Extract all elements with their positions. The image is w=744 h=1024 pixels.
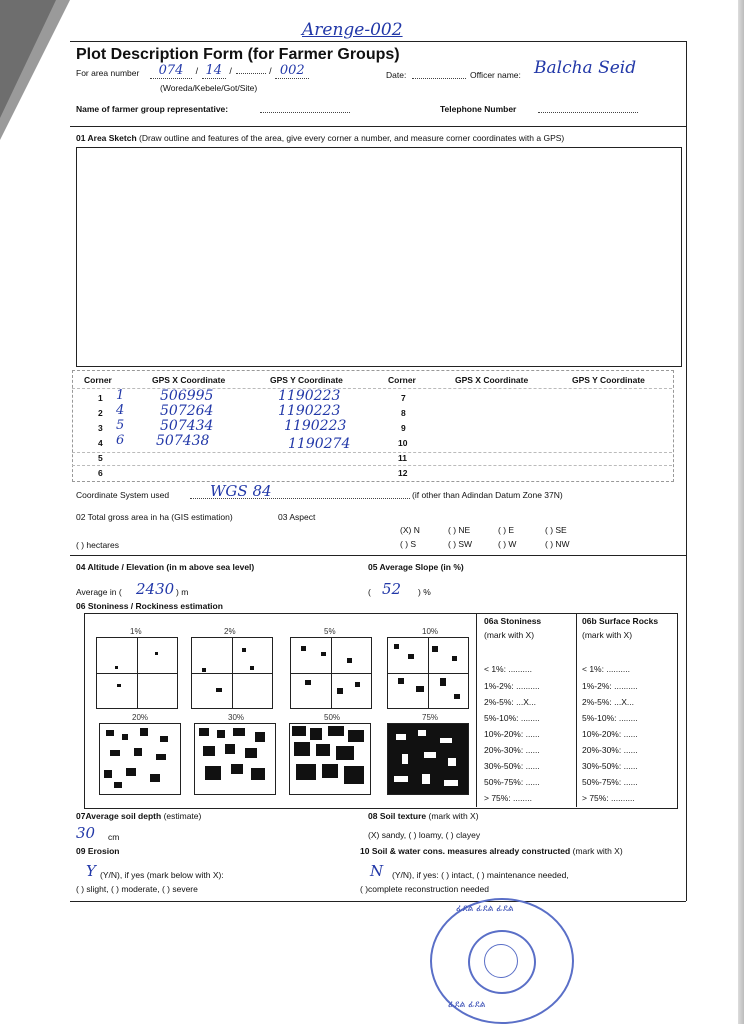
gps-corner-value[interactable]: 1 [116,388,125,403]
stoniness-a-option[interactable]: > 75%: ........ [484,793,532,803]
gps-row-rule [72,452,672,453]
section-rule [70,126,686,127]
gps-corner-value[interactable]: 4 [116,403,125,418]
section-rule [70,555,686,556]
stoniness-b-option[interactable]: < 1%: .......... [582,664,630,674]
gps-header-x: GPS X Coordinate [152,375,226,385]
tile-label: 1% [130,627,142,636]
gps-x-value[interactable]: 507264 [160,403,214,419]
section02-label: 02 Total gross area in ha (GIS estimation) [76,512,233,522]
gps-row-number: 3 [98,423,103,433]
gps-row-number-right: 8 [401,408,406,418]
bottom-rule [70,901,686,902]
stoniness-b-option[interactable]: 50%-75%: ...... [582,777,638,787]
gps-corner-value[interactable]: 6 [116,433,125,448]
gps-y-value[interactable]: 1190223 [284,418,347,434]
soil-texture-options[interactable]: (X) sandy, ( ) loamy, ( ) clayey [368,830,481,840]
area-code-caption: (Woreda/Kebele/Got/Site) [160,83,258,93]
aspect-option-s[interactable]: ( ) S [400,539,417,549]
aspect-option-w[interactable]: ( ) W [498,539,517,549]
gps-row-number: 5 [98,453,103,463]
area-sketch-box[interactable] [76,147,682,367]
gps-x-value[interactable]: 506995 [160,388,214,404]
stoniness-tile-75pct [387,723,469,795]
gps-header-y-2: GPS Y Coordinate [572,375,645,385]
coord-system-value[interactable]: WGS 84 [210,482,272,500]
stamp-lettering: ፊደል ፊደል [448,1000,486,1010]
gps-row-number: 4 [98,438,103,448]
section10-note: (mark with X) [572,846,623,856]
soil-depth-unit: cm [108,832,120,842]
gps-corner-value[interactable]: 5 [116,418,125,433]
stoniness-b-option[interactable]: > 75%: .......... [582,793,635,803]
soil-depth-value[interactable]: 30 [76,824,96,842]
gps-row-number-right: 9 [401,423,406,433]
representative-label: Name of farmer group representative: [76,104,229,114]
section01-instruction: (Draw outline and features of the area, give every corner a number, and measure corner coordinates with a GPS) [139,133,565,143]
aspect-option-n[interactable]: (X) N [400,525,420,535]
tile-label: 10% [422,627,439,636]
hectares-field[interactable]: ( ) hectares [76,540,119,550]
top-rule [70,41,686,42]
gps-row-number-right: 12 [398,468,408,478]
stoniness-a-option[interactable]: 5%-10%: ........ [484,713,540,723]
officer-value[interactable]: Balcha Seid [534,58,637,78]
section06-label: 06 Stoniness / Rockiness estimation [76,601,223,611]
stoniness-tile-2pct [191,637,273,709]
gps-y-value[interactable]: 1190274 [288,436,351,452]
officer-label: Officer name: [470,70,521,80]
erosion-answer[interactable]: Y [86,862,96,880]
stoniness-a-option[interactable]: < 1%: .......... [484,664,532,674]
aspect-option-sw[interactable]: ( ) SW [448,539,473,549]
gps-x-value[interactable]: 507438 [156,433,210,449]
stoniness-tile-10pct [387,637,469,709]
coord-system-note: (if other than Adindan Datum Zone 37N) [412,490,563,500]
stoniness-b-option[interactable]: 10%-20%: ...... [582,729,638,739]
stoniness-b-heading: 06b Surface Rocks [582,616,659,626]
stoniness-tile-50pct [289,723,371,795]
gps-header-y: GPS Y Coordinate [270,375,343,385]
gps-row-rule [72,465,672,466]
section01-heading: 01 Area Sketch [76,133,137,143]
slope-suffix: ) % [418,587,431,597]
stoniness-a-option[interactable]: 50%-75%: ...... [484,777,540,787]
aspect-option-ne[interactable]: ( ) NE [448,525,471,535]
stoniness-b-option[interactable]: 20%-30%: ...... [582,745,638,755]
telephone-field[interactable] [538,112,638,113]
swc-option-reconstruction[interactable]: ( )complete reconstruction needed [360,884,489,894]
gps-row-number: 2 [98,408,103,418]
stoniness-tile-1pct [96,637,178,709]
got-value[interactable] [236,73,266,74]
coord-system-label: Coordinate System used [76,490,170,500]
stoniness-tile-30pct [194,723,276,795]
tile-label: 75% [422,713,439,722]
slope-value[interactable]: 52 [382,580,402,598]
gps-header-corner: Corner [84,375,112,385]
stoniness-b-option[interactable]: 2%-5%: ...X... [582,697,634,707]
stoniness-a-option[interactable]: 10%-20%: ...... [484,729,540,739]
coord-system-field[interactable] [190,498,410,499]
woreda-value[interactable]: 074 [150,63,192,79]
stoniness-a-heading: 06a Stoniness [484,616,542,626]
telephone-label: Telephone Number [440,104,517,114]
stoniness-divider [476,613,477,807]
erosion-options[interactable]: ( ) slight, ( ) moderate, ( ) severe [76,884,198,894]
gps-header-corner-2: Corner [388,375,416,385]
page-fold [0,0,56,118]
stoniness-b-option[interactable]: 1%-2%: .......... [582,681,638,691]
header-handwritten: Arenge-002 [302,20,403,40]
stoniness-a-sub: (mark with X) [484,630,535,640]
site-value[interactable]: 002 [275,63,309,79]
section08-label: 08 Soil texture [368,811,427,821]
section10-label: 10 Soil & water cons. measures already constructed [360,846,571,856]
gps-row-number: 1 [98,393,103,403]
tile-label: 50% [324,713,341,722]
slope-open-paren: ( [368,587,371,597]
page-edge [738,0,744,1024]
stoniness-b-option[interactable]: 5%-10%: ........ [582,713,638,723]
stoniness-a-option[interactable]: 20%-30%: ...... [484,745,540,755]
tile-label: 30% [228,713,245,722]
date-label: Date: [386,70,407,80]
altitude-suffix: ) m [176,587,189,597]
section05-label: 05 Average Slope (in %) [368,562,464,572]
area-number-label: For area number [76,68,140,78]
swc-prompt: (Y/N), if yes: ( ) intact, ( ) maintenance needed, [392,870,569,880]
kebele-value[interactable]: 14 [202,63,226,79]
right-border [686,41,687,901]
gps-row-number-right: 10 [398,438,408,448]
stoniness-divider [576,613,577,807]
section04-label: 04 Altitude / Elevation (in m above sea level) [76,562,255,572]
aspect-option-nw[interactable]: ( ) NW [545,539,570,549]
aspect-option-e[interactable]: ( ) E [498,525,515,535]
stoniness-tile-20pct [99,723,181,795]
form-title: Plot Description Form (for Farmer Groups) [76,46,400,63]
section09-label: 09 Erosion [76,846,120,856]
aspect-option-se[interactable]: ( ) SE [545,525,567,535]
representative-field[interactable] [260,112,350,113]
section08-note: (mark with X) [428,811,479,821]
stoniness-tile-5pct [290,637,372,709]
gps-x-value[interactable]: 507434 [160,418,214,434]
altitude-value[interactable]: 2430 [136,580,175,598]
altitude-prefix: Average in ( [76,587,122,597]
stamp-lettering: ፊደል ፊደል ፊደል [456,904,514,914]
section03-label: 03 Aspect [278,512,316,522]
official-stamp-emblem [484,944,518,978]
tile-label: 2% [224,627,236,636]
section07-note: (estimate) [163,811,202,821]
tile-label: 5% [324,627,336,636]
stoniness-b-option[interactable]: 30%-50%: ...... [582,761,638,771]
date-field[interactable] [412,78,466,79]
stoniness-a-option[interactable]: 2%-5%: ...X... [484,697,536,707]
gps-header-x-2: GPS X Coordinate [455,375,529,385]
gps-row-number-right: 7 [401,393,406,403]
tile-label: 20% [132,713,149,722]
stoniness-a-option[interactable]: 30%-50%: ...... [484,761,540,771]
gps-row-number: 6 [98,468,103,478]
stoniness-a-option[interactable]: 1%-2%: .......... [484,681,540,691]
stoniness-b-sub: (mark with X) [582,630,633,640]
gps-y-value[interactable]: 1190223 [278,388,341,404]
erosion-prompt: (Y/N), if yes (mark below with X): [100,870,224,880]
section07-label: 07Average soil depth [76,811,162,821]
swc-answer[interactable]: N [370,862,384,880]
gps-row-number-right: 11 [398,453,407,463]
gps-y-value[interactable]: 1190223 [278,403,341,419]
